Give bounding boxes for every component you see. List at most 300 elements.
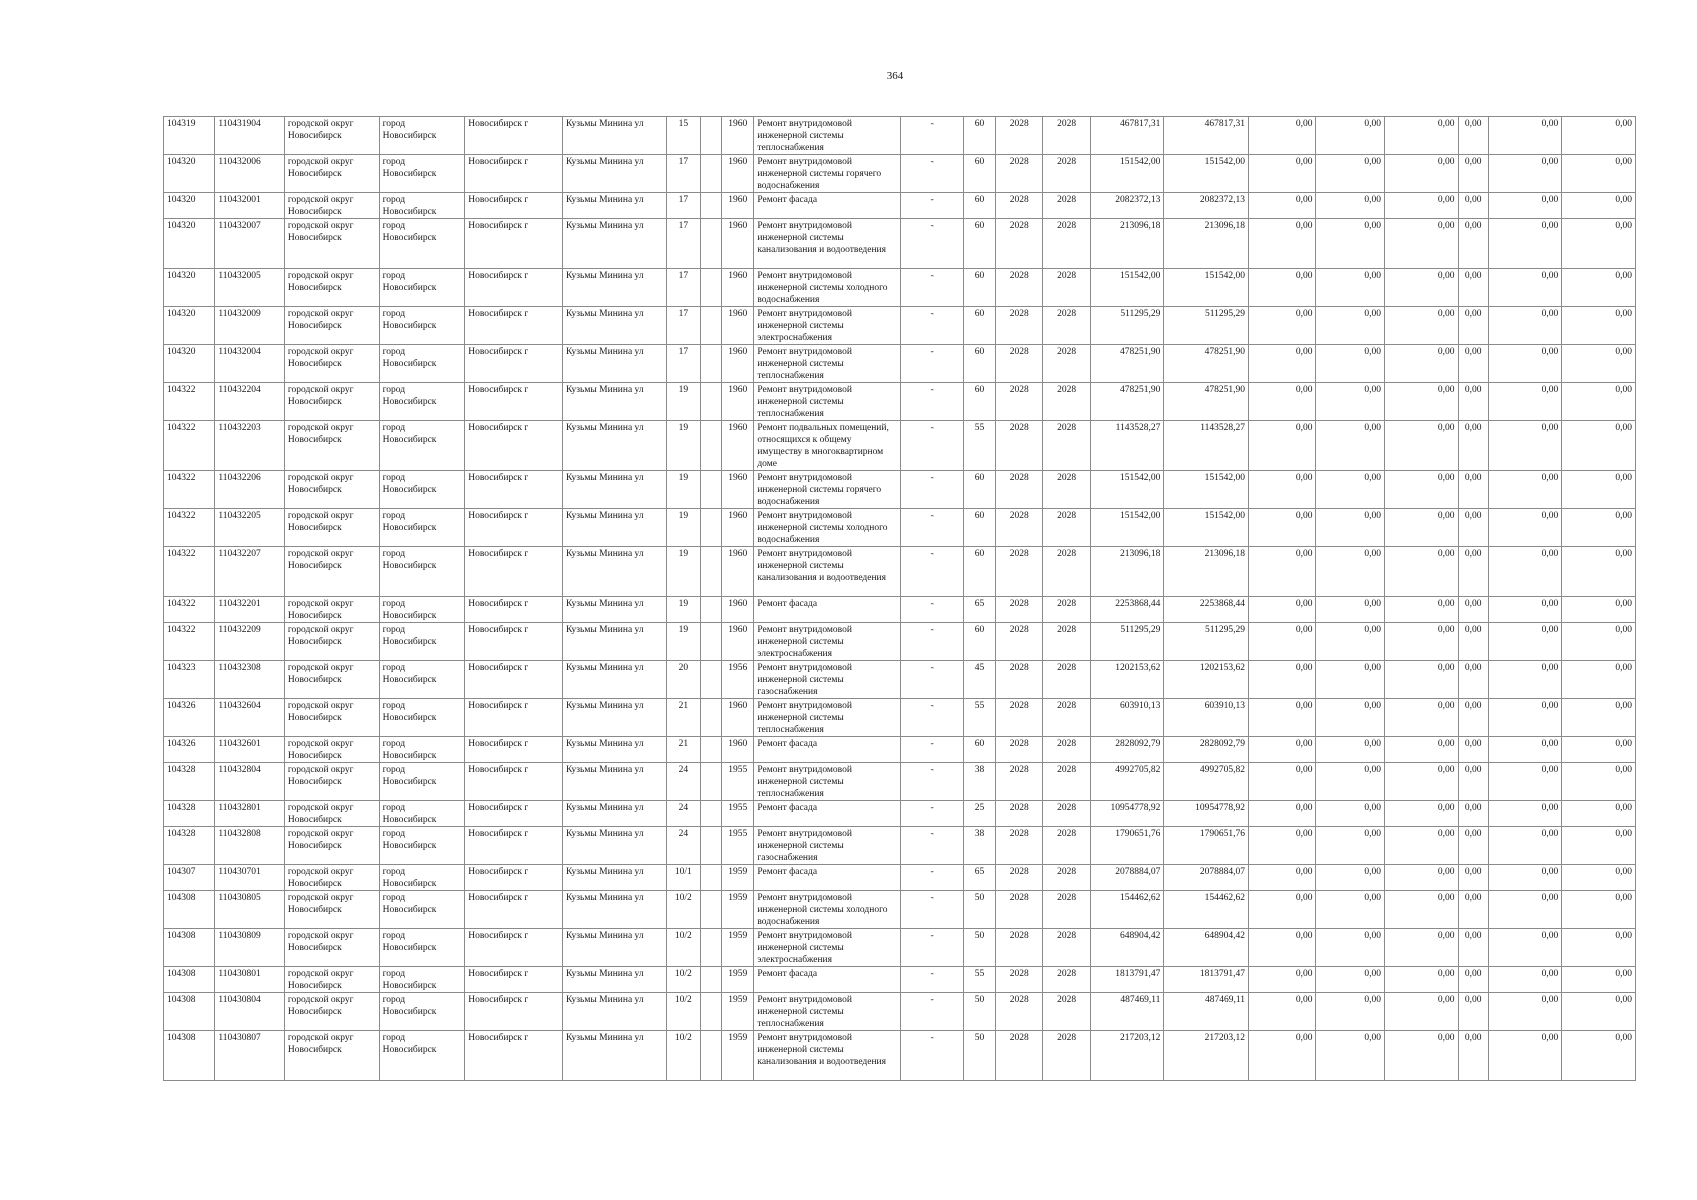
cell-work-type: Ремонт внутридомовой инженерной системы газоснабжения [754,661,901,699]
cell-cost-fund: 213096,18 [1164,219,1249,269]
cell-plan-year-start: 2028 [996,547,1043,597]
cell-cost-col-3: 0,00 [1384,155,1458,193]
cell-cost-col-6: 0,00 [1562,421,1636,471]
cell-cost-col-4: 0,00 [1458,345,1488,383]
cell-municipal-district: городской округ Новосибирск [284,1031,379,1081]
table-row [164,763,1636,801]
cell-wear-percent: 38 [963,827,995,865]
cell-dash: - [901,345,963,383]
cell-cost-col-5: 0,00 [1488,993,1562,1031]
cell-cost-col-6: 0,00 [1562,307,1636,345]
cell-cost-col-2: 0,00 [1316,737,1385,763]
cell-wear-percent: 60 [963,117,995,155]
cell-work-code: 110432004 [215,345,285,383]
cell-cost-fund: 2828092,79 [1164,737,1249,763]
cell-plan-year-end: 2028 [1043,155,1090,193]
cell-building [700,661,721,699]
cell-plan-year-start: 2028 [996,471,1043,509]
cell-municipal-district: городской округ Новосибирск [284,661,379,699]
table-row [164,827,1636,865]
cell-city: Новосибирск г [465,699,563,737]
cell-city: Новосибирск г [465,307,563,345]
cell-dash: - [901,471,963,509]
cell-cost-fund: 511295,29 [1164,307,1249,345]
cell-plan-year-start: 2028 [996,383,1043,421]
cell-cost-col-1: 0,00 [1248,345,1316,383]
cell-work-type: Ремонт фасада [754,737,901,763]
cell-settlement: город Новосибирск [379,269,465,307]
cell-city: Новосибирск г [465,547,563,597]
cell-cost-col-6: 0,00 [1562,117,1636,155]
cell-cost-col-2: 0,00 [1316,993,1385,1031]
cell-total-cost: 2082372,13 [1090,193,1164,219]
cell-building [700,307,721,345]
cell-total-cost: 2078884,07 [1090,865,1164,891]
cell-municipal-district: городской округ Новосибирск [284,307,379,345]
cell-cost-col-1: 0,00 [1248,219,1316,269]
cell-work-type: Ремонт фасада [754,193,901,219]
cell-work-code: 110430809 [215,929,285,967]
cell-plan-year-end: 2028 [1043,269,1090,307]
cell-cost-col-2: 0,00 [1316,827,1385,865]
cell-wear-percent: 60 [963,737,995,763]
cell-year-built: 1959 [722,967,754,993]
cell-cost-fund: 151542,00 [1164,471,1249,509]
table-row [164,193,1636,219]
cell-street: Кузьмы Минина ул [562,117,666,155]
cell-year-built: 1959 [722,993,754,1031]
cell-dash: - [901,891,963,929]
cell-work-code: 110430805 [215,891,285,929]
cell-work-type: Ремонт фасада [754,801,901,827]
cell-house-number: 19 [666,597,700,623]
cell-work-code: 110432201 [215,597,285,623]
cell-street: Кузьмы Минина ул [562,345,666,383]
cell-municipal-district: городской округ Новосибирск [284,623,379,661]
cell-cost-fund: 151542,00 [1164,155,1249,193]
cell-cost-col-6: 0,00 [1562,827,1636,865]
cell-dash: - [901,193,963,219]
cell-total-cost: 1813791,47 [1090,967,1164,993]
cell-cost-col-2: 0,00 [1316,219,1385,269]
cell-cost-col-3: 0,00 [1384,827,1458,865]
cell-wear-percent: 55 [963,967,995,993]
cell-house-id: 104308 [164,891,215,929]
cell-dash: - [901,737,963,763]
cell-cost-col-4: 0,00 [1458,547,1488,597]
cell-municipal-district: городской округ Новосибирск [284,193,379,219]
cell-work-code: 110432209 [215,623,285,661]
cell-total-cost: 154462,62 [1090,891,1164,929]
cell-plan-year-start: 2028 [996,421,1043,471]
cell-house-number: 17 [666,155,700,193]
cell-cost-col-6: 0,00 [1562,219,1636,269]
cell-house-number: 10/2 [666,929,700,967]
cell-cost-col-2: 0,00 [1316,623,1385,661]
cell-year-built: 1960 [722,269,754,307]
cell-plan-year-end: 2028 [1043,421,1090,471]
cell-cost-col-6: 0,00 [1562,737,1636,763]
cell-dash: - [901,547,963,597]
cell-cost-col-4: 0,00 [1458,1031,1488,1081]
cell-house-number: 24 [666,763,700,801]
cell-year-built: 1959 [722,865,754,891]
cell-house-number: 21 [666,737,700,763]
cell-settlement: город Новосибирск [379,597,465,623]
cell-work-type: Ремонт фасада [754,597,901,623]
cell-wear-percent: 60 [963,623,995,661]
cell-street: Кузьмы Минина ул [562,193,666,219]
cell-cost-fund: 1790651,76 [1164,827,1249,865]
cell-cost-fund: 154462,62 [1164,891,1249,929]
cell-year-built: 1959 [722,891,754,929]
cell-cost-col-4: 0,00 [1458,699,1488,737]
cell-total-cost: 10954778,92 [1090,801,1164,827]
cell-house-number: 19 [666,509,700,547]
cell-cost-col-6: 0,00 [1562,699,1636,737]
cell-city: Новосибирск г [465,865,563,891]
cell-building [700,993,721,1031]
cell-building [700,509,721,547]
cell-plan-year-start: 2028 [996,345,1043,383]
cell-dash: - [901,117,963,155]
table-row [164,547,1636,597]
cell-municipal-district: городской округ Новосибирск [284,345,379,383]
cell-plan-year-start: 2028 [996,967,1043,993]
cell-year-built: 1960 [722,623,754,661]
cell-building [700,801,721,827]
cell-cost-col-3: 0,00 [1384,929,1458,967]
cell-cost-col-6: 0,00 [1562,345,1636,383]
cell-building [700,865,721,891]
cell-plan-year-end: 2028 [1043,827,1090,865]
cell-cost-col-4: 0,00 [1458,421,1488,471]
cell-work-type: Ремонт подвальных помещений, относящихся к общему имуществу в многоквартирном доме [754,421,901,471]
table-row [164,929,1636,967]
cell-city: Новосибирск г [465,597,563,623]
cell-settlement: город Новосибирск [379,193,465,219]
cell-cost-col-4: 0,00 [1458,661,1488,699]
cell-street: Кузьмы Минина ул [562,219,666,269]
cell-cost-col-5: 0,00 [1488,597,1562,623]
cell-cost-col-6: 0,00 [1562,193,1636,219]
cell-cost-col-4: 0,00 [1458,891,1488,929]
cell-cost-col-4: 0,00 [1458,117,1488,155]
cell-house-number: 10/2 [666,967,700,993]
cell-work-code: 110430804 [215,993,285,1031]
table-row [164,737,1636,763]
cell-dash: - [901,597,963,623]
cell-cost-col-5: 0,00 [1488,763,1562,801]
cell-plan-year-end: 2028 [1043,929,1090,967]
cell-city: Новосибирск г [465,623,563,661]
cell-cost-col-1: 0,00 [1248,967,1316,993]
cell-cost-col-4: 0,00 [1458,763,1488,801]
cell-total-cost: 151542,00 [1090,155,1164,193]
cell-cost-col-5: 0,00 [1488,547,1562,597]
repair-registry-table [163,116,1636,1081]
cell-cost-col-1: 0,00 [1248,993,1316,1031]
cell-cost-col-3: 0,00 [1384,509,1458,547]
cell-plan-year-start: 2028 [996,865,1043,891]
cell-plan-year-end: 2028 [1043,383,1090,421]
cell-cost-col-5: 0,00 [1488,269,1562,307]
cell-cost-col-3: 0,00 [1384,193,1458,219]
cell-cost-col-2: 0,00 [1316,269,1385,307]
cell-house-id: 104308 [164,993,215,1031]
cell-cost-col-2: 0,00 [1316,509,1385,547]
cell-cost-col-2: 0,00 [1316,801,1385,827]
cell-house-id: 104322 [164,471,215,509]
cell-plan-year-start: 2028 [996,623,1043,661]
cell-building [700,623,721,661]
cell-cost-col-5: 0,00 [1488,345,1562,383]
cell-street: Кузьмы Минина ул [562,1031,666,1081]
cell-wear-percent: 50 [963,993,995,1031]
cell-municipal-district: городской округ Новосибирск [284,967,379,993]
cell-municipal-district: городской округ Новосибирск [284,865,379,891]
cell-municipal-district: городской округ Новосибирск [284,219,379,269]
cell-work-type: Ремонт внутридомовой инженерной системы горячего водоснабжения [754,471,901,509]
table-row [164,155,1636,193]
cell-building [700,547,721,597]
cell-cost-col-6: 0,00 [1562,993,1636,1031]
cell-street: Кузьмы Минина ул [562,801,666,827]
cell-house-id: 104322 [164,623,215,661]
cell-cost-fund: 467817,31 [1164,117,1249,155]
cell-cost-col-6: 0,00 [1562,547,1636,597]
cell-cost-col-2: 0,00 [1316,547,1385,597]
cell-city: Новосибирск г [465,421,563,471]
cell-house-id: 104326 [164,699,215,737]
cell-plan-year-start: 2028 [996,801,1043,827]
cell-city: Новосибирск г [465,117,563,155]
cell-cost-col-4: 0,00 [1458,993,1488,1031]
cell-total-cost: 4992705,82 [1090,763,1164,801]
cell-cost-col-4: 0,00 [1458,929,1488,967]
cell-work-code: 110432001 [215,193,285,219]
cell-year-built: 1960 [722,509,754,547]
cell-total-cost: 1143528,27 [1090,421,1164,471]
cell-cost-col-2: 0,00 [1316,865,1385,891]
cell-cost-col-6: 0,00 [1562,509,1636,547]
cell-cost-col-3: 0,00 [1384,1031,1458,1081]
cell-plan-year-end: 2028 [1043,547,1090,597]
cell-work-code: 110432204 [215,383,285,421]
cell-building [700,699,721,737]
cell-cost-fund: 213096,18 [1164,547,1249,597]
cell-house-id: 104326 [164,737,215,763]
cell-cost-col-4: 0,00 [1458,193,1488,219]
cell-city: Новосибирск г [465,345,563,383]
cell-cost-col-1: 0,00 [1248,737,1316,763]
cell-cost-col-3: 0,00 [1384,219,1458,269]
cell-wear-percent: 60 [963,345,995,383]
cell-work-code: 110432604 [215,699,285,737]
cell-house-number: 24 [666,801,700,827]
cell-dash: - [901,1031,963,1081]
cell-cost-col-6: 0,00 [1562,1031,1636,1081]
cell-plan-year-start: 2028 [996,993,1043,1031]
cell-plan-year-start: 2028 [996,763,1043,801]
cell-house-number: 20 [666,661,700,699]
cell-plan-year-end: 2028 [1043,763,1090,801]
cell-cost-col-3: 0,00 [1384,345,1458,383]
cell-year-built: 1960 [722,597,754,623]
cell-work-code: 110432808 [215,827,285,865]
cell-cost-col-3: 0,00 [1384,421,1458,471]
cell-city: Новосибирск г [465,929,563,967]
cell-dash: - [901,509,963,547]
cell-plan-year-end: 2028 [1043,699,1090,737]
cell-wear-percent: 25 [963,801,995,827]
cell-total-cost: 151542,00 [1090,509,1164,547]
cell-wear-percent: 60 [963,269,995,307]
cell-cost-col-1: 0,00 [1248,763,1316,801]
cell-municipal-district: городской округ Новосибирск [284,269,379,307]
cell-cost-col-2: 0,00 [1316,345,1385,383]
cell-cost-col-1: 0,00 [1248,661,1316,699]
cell-cost-col-1: 0,00 [1248,597,1316,623]
cell-cost-col-3: 0,00 [1384,967,1458,993]
cell-house-number: 17 [666,269,700,307]
cell-cost-col-3: 0,00 [1384,117,1458,155]
cell-cost-col-3: 0,00 [1384,623,1458,661]
table-row [164,307,1636,345]
cell-cost-col-2: 0,00 [1316,891,1385,929]
cell-building [700,929,721,967]
cell-street: Кузьмы Минина ул [562,471,666,509]
cell-street: Кузьмы Минина ул [562,383,666,421]
cell-work-code: 110432205 [215,509,285,547]
cell-city: Новосибирск г [465,269,563,307]
cell-dash: - [901,801,963,827]
cell-municipal-district: городской округ Новосибирск [284,737,379,763]
cell-building [700,737,721,763]
cell-cost-col-5: 0,00 [1488,219,1562,269]
cell-cost-col-5: 0,00 [1488,117,1562,155]
cell-house-id: 104308 [164,1031,215,1081]
cell-street: Кузьмы Минина ул [562,929,666,967]
table-row [164,117,1636,155]
cell-cost-col-5: 0,00 [1488,891,1562,929]
table-row [164,383,1636,421]
cell-settlement: город Новосибирск [379,345,465,383]
cell-cost-col-6: 0,00 [1562,661,1636,699]
cell-house-number: 19 [666,421,700,471]
cell-house-number: 19 [666,623,700,661]
cell-plan-year-start: 2028 [996,1031,1043,1081]
cell-house-id: 104328 [164,827,215,865]
cell-house-number: 24 [666,827,700,865]
cell-cost-col-3: 0,00 [1384,801,1458,827]
cell-city: Новосибирск г [465,737,563,763]
cell-cost-fund: 2253868,44 [1164,597,1249,623]
cell-total-cost: 217203,12 [1090,1031,1164,1081]
cell-cost-col-2: 0,00 [1316,155,1385,193]
cell-work-code: 110432308 [215,661,285,699]
cell-dash: - [901,421,963,471]
cell-city: Новосибирск г [465,509,563,547]
cell-street: Кузьмы Минина ул [562,421,666,471]
cell-cost-col-1: 0,00 [1248,623,1316,661]
cell-work-type: Ремонт внутридомовой инженерной системы теплоснабжения [754,993,901,1031]
cell-municipal-district: городской округ Новосибирск [284,597,379,623]
cell-plan-year-start: 2028 [996,509,1043,547]
cell-cost-fund: 487469,11 [1164,993,1249,1031]
cell-year-built: 1960 [722,193,754,219]
cell-plan-year-start: 2028 [996,193,1043,219]
cell-street: Кузьмы Минина ул [562,597,666,623]
cell-house-number: 21 [666,699,700,737]
cell-street: Кузьмы Минина ул [562,547,666,597]
cell-building [700,155,721,193]
cell-wear-percent: 65 [963,865,995,891]
cell-house-number: 17 [666,193,700,219]
cell-cost-col-3: 0,00 [1384,307,1458,345]
table-body [164,117,1636,1081]
cell-plan-year-end: 2028 [1043,1031,1090,1081]
cell-cost-col-4: 0,00 [1458,509,1488,547]
cell-plan-year-end: 2028 [1043,623,1090,661]
table-row [164,661,1636,699]
cell-house-number: 15 [666,117,700,155]
cell-year-built: 1960 [722,471,754,509]
cell-cost-col-5: 0,00 [1488,661,1562,699]
cell-house-id: 104320 [164,219,215,269]
table-row [164,993,1636,1031]
cell-work-type: Ремонт фасада [754,967,901,993]
cell-dash: - [901,763,963,801]
cell-plan-year-end: 2028 [1043,967,1090,993]
cell-building [700,891,721,929]
cell-cost-col-1: 0,00 [1248,269,1316,307]
cell-cost-col-1: 0,00 [1248,929,1316,967]
cell-building [700,967,721,993]
cell-cost-col-2: 0,00 [1316,1031,1385,1081]
cell-cost-col-4: 0,00 [1458,155,1488,193]
cell-house-number: 19 [666,471,700,509]
cell-year-built: 1959 [722,1031,754,1081]
cell-work-code: 110432801 [215,801,285,827]
cell-city: Новосибирск г [465,383,563,421]
table-row [164,471,1636,509]
cell-cost-fund: 478251,90 [1164,383,1249,421]
cell-settlement: город Новосибирск [379,763,465,801]
cell-dash: - [901,661,963,699]
cell-cost-col-4: 0,00 [1458,827,1488,865]
cell-house-id: 104322 [164,383,215,421]
cell-year-built: 1960 [722,219,754,269]
cell-house-number: 10/2 [666,891,700,929]
cell-wear-percent: 60 [963,509,995,547]
cell-settlement: город Новосибирск [379,891,465,929]
cell-total-cost: 511295,29 [1090,623,1164,661]
cell-municipal-district: городской округ Новосибирск [284,763,379,801]
cell-work-code: 110430807 [215,1031,285,1081]
cell-year-built: 1960 [722,117,754,155]
cell-municipal-district: городской округ Новосибирск [284,509,379,547]
cell-settlement: город Новосибирск [379,509,465,547]
table-row [164,509,1636,547]
cell-wear-percent: 60 [963,383,995,421]
cell-work-code: 110431904 [215,117,285,155]
page-number: 364 [886,70,904,82]
cell-work-code: 110432601 [215,737,285,763]
cell-cost-col-6: 0,00 [1562,929,1636,967]
cell-cost-col-6: 0,00 [1562,865,1636,891]
cell-municipal-district: городской округ Новосибирск [284,929,379,967]
